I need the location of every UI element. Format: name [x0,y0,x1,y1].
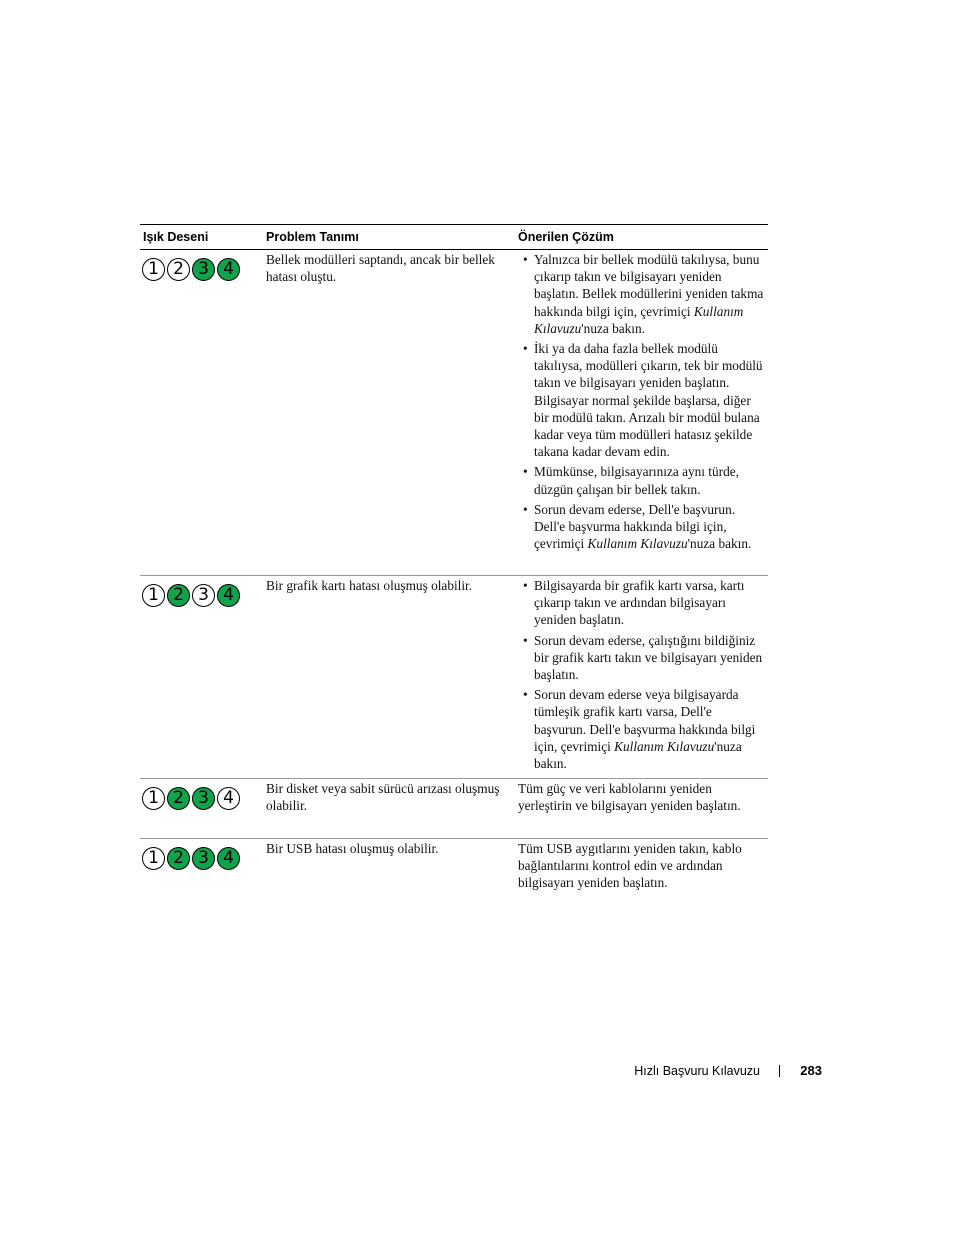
led-light-4: 4 [217,584,240,607]
solution-item: • Sorun devam ederse, Dell'e başvurun. Dell'e başvurma hakkında bilgi için, çevrimiçi Kullanım Kılavuzu'nuza bakın. [518,501,764,553]
led-light-4: 4 [217,787,240,810]
diagnostic-lights [142,847,266,870]
led-light-3: 3 [192,584,215,607]
led-light-4: 4 [217,258,240,281]
led-light-2: 2 [167,787,190,810]
solution-text: Tüm USB aygıtlarını yeniden takın, kablo bağlantılarını kontrol edin ve ardından bilgisayarı yeniden başlatın. [518,841,742,891]
page-footer [600,1062,822,1080]
led-light-2: 2 [167,584,190,607]
table-row [140,779,768,839]
solution-item: • Sorun devam ederse, çalıştığını bildiğiniz bir grafik kartı takın ve bilgisayarı yeniden başlatın. [518,632,764,684]
led-light-1: 1 [142,584,165,607]
solution-text: Tüm güç ve veri kablolarını yeniden yerleştirin ve bilgisayarı yeniden başlatın. [518,781,741,814]
problem-description: Bir USB hatası oluşmuş olabilir. [266,841,439,856]
header-light-pattern: Işık Deseni [143,230,209,244]
header-problem-description: Problem Tanımı [266,230,359,244]
led-light-2: 2 [167,258,190,281]
header-suggested-solution: Önerilen Çözüm [518,230,614,244]
diagnostic-lights [142,258,266,281]
table-header [140,225,768,250]
table-row [140,250,768,576]
problem-description: Bir disket veya sabit sürücü arızası oluşmuş olabilir. [266,781,500,814]
problem-description: Bir grafik kartı hatası oluşmuş olabilir. [266,578,473,593]
solution-item: • Yalnızca bir bellek modülü takılıysa, bunu çıkarıp takın ve bilgisayarı yeniden başlatın. Bellek modüllerini yeniden takma hakkında bilgi için, çevrimiçi Kullanım Kılavuzu'nuza bakın. [518,251,764,337]
solution-list [518,577,764,772]
led-light-1: 1 [142,847,165,870]
diagnostic-lights [142,584,266,607]
diagnostic-lights-table [140,224,768,901]
led-light-2: 2 [167,847,190,870]
led-light-1: 1 [142,787,165,810]
solution-item: • Sorun devam ederse veya bilgisayarda tümleşik grafik kartı varsa, Dell'e başvurun. Dell'e başvurma hakkında bilgi için, çevrimiçi Kullanım Kılavuzu'nuza bakın. [518,686,764,772]
solution-item: • Bilgisayarda bir grafik kartı varsa, kartı çıkarıp takın ve ardından bilgisayarı yeniden başlatın. [518,577,764,629]
footer-divider [779,1065,780,1077]
table-row [140,576,768,779]
solution-list [518,251,764,552]
led-light-3: 3 [192,787,215,810]
led-light-3: 3 [192,258,215,281]
led-light-1: 1 [142,258,165,281]
table-row [140,839,768,901]
footer-title: Hızlı Başvuru Kılavuzu [634,1064,760,1078]
diagnostic-lights [142,787,266,810]
led-light-4: 4 [217,847,240,870]
solution-item: • İki ya da daha fazla bellek modülü takılıysa, modülleri çıkarın, tek bir modülü takın ve bilgisayarı yeniden başlatın. Bilgisayar normal şekilde başlarsa, diğer bir modülü takın. Arızalı bir modül bulana kadar veya tüm modülleri hatasız şekilde takana kadar devam edin. [518,340,764,460]
solution-item: • Mümkünse, bilgisayarınıza aynı türde, düzgün çalışan bir bellek takın. [518,463,764,497]
problem-description: Bellek modülleri saptandı, ancak bir bellek hatası oluştu. [266,252,495,285]
page-number: 283 [800,1063,822,1078]
led-light-3: 3 [192,847,215,870]
